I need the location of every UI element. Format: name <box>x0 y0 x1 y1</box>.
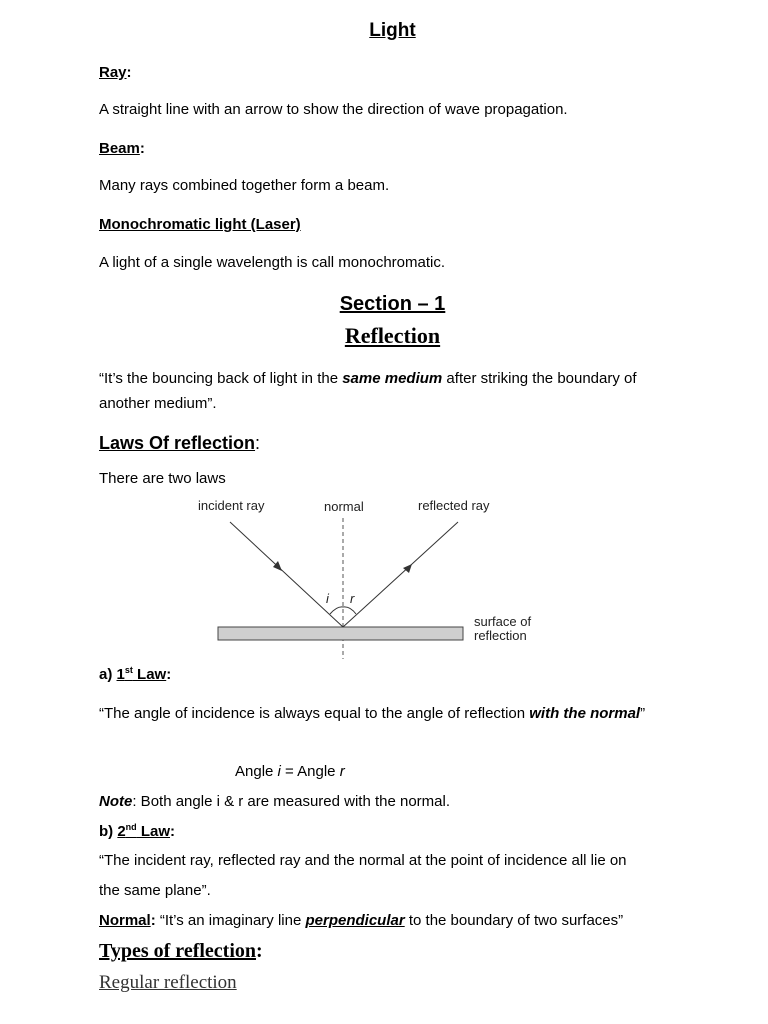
laws-heading: Laws Of reflection: <box>99 433 261 453</box>
first-law-statement: “The angle of incidence is always equal to the angle of reflection with the normal” <box>99 705 646 722</box>
ray-heading: Ray: <box>99 64 132 81</box>
surface-label-line2: reflection <box>474 628 527 643</box>
second-law-line2: the same plane”. <box>99 882 211 899</box>
incident-ray-label: incident ray <box>198 498 265 513</box>
angle-r-label: r <box>350 591 355 606</box>
first-law-equation: Angle i = Angle r <box>235 763 345 780</box>
beam-heading: Beam: <box>99 140 145 157</box>
normal-definition: Normal: “It’s an imaginary line perpendicular to the boundary of two surfaces” <box>99 912 624 929</box>
types-heading: Types of reflection: <box>99 940 263 962</box>
monochromatic-heading: Monochromatic light (Laser) <box>99 216 301 233</box>
reflection-diagram <box>190 494 550 664</box>
reflected-ray-label: reflected ray <box>418 498 490 513</box>
reflected-ray <box>343 522 458 627</box>
angle-i-arc <box>330 607 343 614</box>
incident-arrow-icon <box>273 561 282 571</box>
angle-i-label: i <box>326 591 329 606</box>
second-law-line1: “The incident ray, reflected ray and the normal at the point of incidence all lie on <box>99 852 627 869</box>
section-number: Section – 1 <box>339 293 446 315</box>
reflection-surface <box>218 627 463 640</box>
surface-label-line1: surface of <box>474 614 532 629</box>
regular-reflection-heading: Regular reflection <box>99 972 237 993</box>
normal-label: normal <box>324 499 364 514</box>
angle-r-arc <box>343 607 356 614</box>
second-law-heading: b) 2nd Law: <box>99 822 176 840</box>
section-title: Reflection <box>344 323 441 348</box>
beam-definition: Many rays combined together form a beam. <box>99 177 390 194</box>
reflection-definition-line2: another medium”. <box>99 395 217 412</box>
first-law-heading: a) 1st Law: <box>99 665 172 683</box>
monochromatic-definition: A light of a single wavelength is call monochromatic. <box>99 254 446 271</box>
incident-ray <box>230 522 343 627</box>
ray-definition: A straight line with an arrow to show the direction of wave propagation. <box>99 101 568 118</box>
laws-intro: There are two laws <box>99 470 226 487</box>
page-title: Light <box>369 20 416 41</box>
note-line: Note: Both angle i & r are measured with the normal. <box>99 793 451 810</box>
reflection-definition-line1: “It’s the bouncing back of light in the same medium after striking the boundary of <box>99 370 637 387</box>
